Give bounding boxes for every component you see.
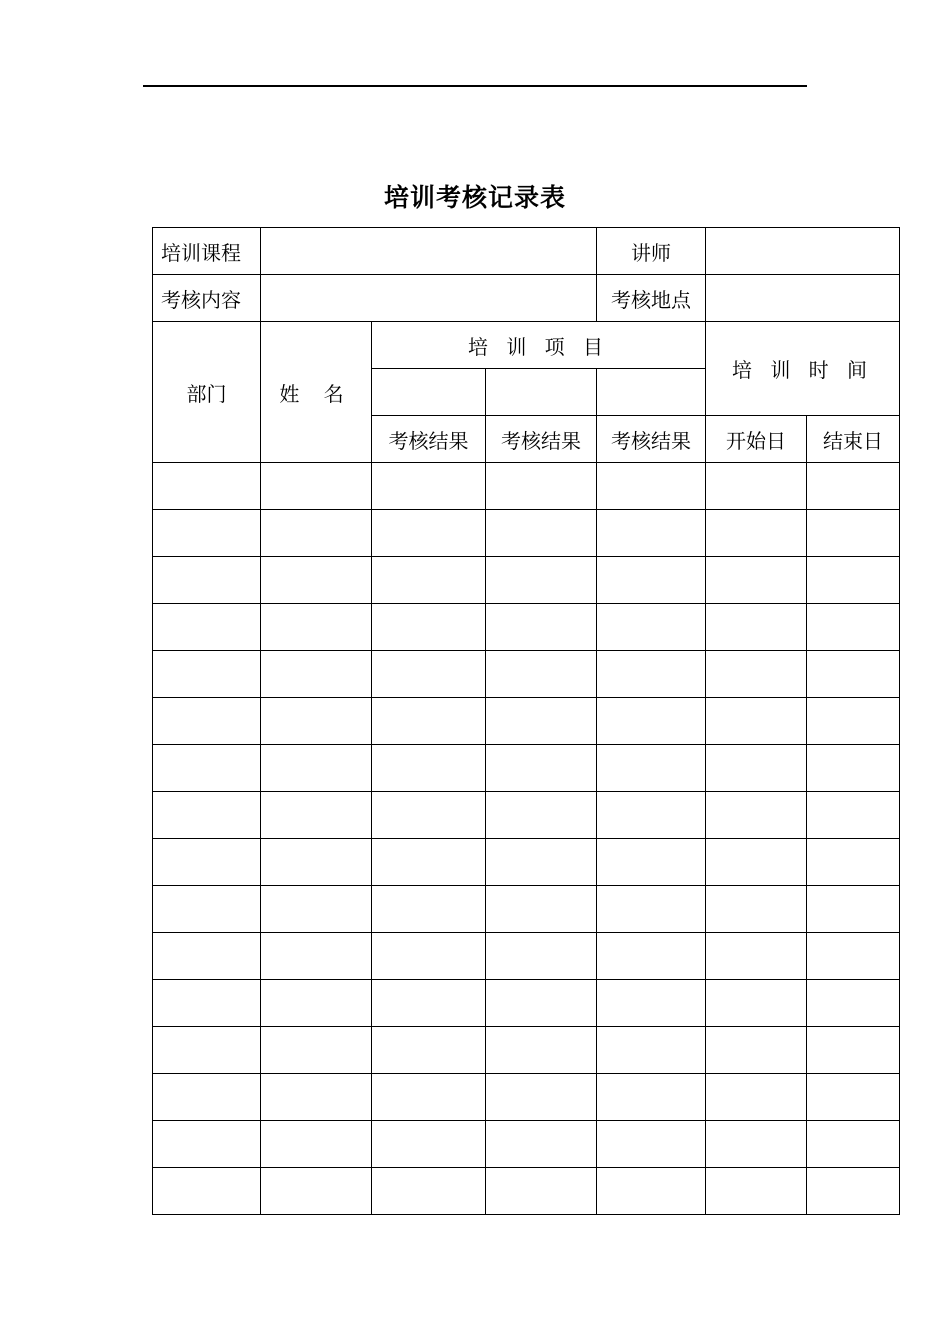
result-2-cell[interactable] [486, 1121, 597, 1168]
start-date-cell[interactable] [706, 839, 807, 886]
end-date-cell[interactable] [807, 463, 900, 510]
name-cell[interactable] [261, 1027, 372, 1074]
result-2-cell[interactable] [486, 886, 597, 933]
name-cell[interactable] [261, 792, 372, 839]
start-date-header: 开始日 [706, 416, 807, 463]
end-date-cell[interactable] [807, 1074, 900, 1121]
end-date-cell[interactable] [807, 980, 900, 1027]
table-row [153, 463, 900, 510]
header-rule [143, 85, 807, 87]
department-cell[interactable] [153, 886, 261, 933]
department-cell[interactable] [153, 1168, 261, 1215]
start-date-cell[interactable] [706, 463, 807, 510]
result-1-cell[interactable] [372, 1121, 486, 1168]
training-record-table [152, 227, 900, 1215]
result-3-cell[interactable] [597, 1074, 706, 1121]
instructor-label: 讲师 [597, 228, 706, 275]
department-cell[interactable] [153, 839, 261, 886]
result-1-cell[interactable] [372, 745, 486, 792]
name-cell[interactable] [261, 651, 372, 698]
department-cell[interactable] [153, 1074, 261, 1121]
training-item-2-field[interactable] [486, 369, 597, 416]
result-3-cell[interactable] [597, 651, 706, 698]
table-row [153, 980, 900, 1027]
course-field[interactable] [261, 228, 597, 275]
result-2-cell[interactable] [486, 980, 597, 1027]
end-date-cell[interactable] [807, 698, 900, 745]
name-cell[interactable] [261, 557, 372, 604]
result-1-header: 考核结果 [372, 416, 486, 463]
training-time-header: 培 训 时 间 [706, 322, 900, 416]
table-row [153, 1168, 900, 1215]
result-2-cell[interactable] [486, 792, 597, 839]
name-cell[interactable] [261, 745, 372, 792]
table-row [153, 1074, 900, 1121]
end-date-header: 结束日 [807, 416, 900, 463]
name-cell[interactable] [261, 839, 372, 886]
department-cell[interactable] [153, 604, 261, 651]
table-row [153, 745, 900, 792]
department-cell[interactable] [153, 1121, 261, 1168]
result-3-cell[interactable] [597, 604, 706, 651]
result-3-header: 考核结果 [597, 416, 706, 463]
end-date-cell[interactable] [807, 745, 900, 792]
location-label: 考核地点 [597, 275, 706, 322]
result-2-cell[interactable] [486, 557, 597, 604]
result-3-cell[interactable] [597, 1121, 706, 1168]
training-item-1-field[interactable] [372, 369, 486, 416]
end-date-cell[interactable] [807, 604, 900, 651]
end-date-cell[interactable] [807, 557, 900, 604]
result-2-cell[interactable] [486, 1027, 597, 1074]
end-date-cell[interactable] [807, 839, 900, 886]
name-cell[interactable] [261, 886, 372, 933]
start-date-cell[interactable] [706, 1168, 807, 1215]
department-cell[interactable] [153, 651, 261, 698]
location-field[interactable] [706, 275, 900, 322]
table-row [153, 792, 900, 839]
result-3-cell[interactable] [597, 886, 706, 933]
department-cell[interactable] [153, 510, 261, 557]
department-cell[interactable] [153, 933, 261, 980]
table-row [153, 1027, 900, 1074]
start-date-cell[interactable] [706, 698, 807, 745]
content-field[interactable] [261, 275, 597, 322]
start-date-cell[interactable] [706, 604, 807, 651]
table-row [153, 933, 900, 980]
result-3-cell[interactable] [597, 980, 706, 1027]
result-2-cell[interactable] [486, 839, 597, 886]
department-cell[interactable] [153, 792, 261, 839]
table-row [153, 557, 900, 604]
result-1-cell[interactable] [372, 839, 486, 886]
result-3-cell[interactable] [597, 463, 706, 510]
result-2-header: 考核结果 [486, 416, 597, 463]
department-cell[interactable] [153, 1027, 261, 1074]
start-date-cell[interactable] [706, 1027, 807, 1074]
info-row-content [153, 275, 900, 322]
result-1-cell[interactable] [372, 1168, 486, 1215]
table-row [153, 886, 900, 933]
document-title: 培训考核记录表 [383, 183, 566, 212]
start-date-cell[interactable] [706, 980, 807, 1027]
info-row-course [153, 228, 900, 275]
start-date-cell[interactable] [706, 933, 807, 980]
result-3-cell[interactable] [597, 1027, 706, 1074]
result-2-cell[interactable] [486, 651, 597, 698]
result-3-cell[interactable] [597, 745, 706, 792]
training-item-3-field[interactable] [597, 369, 706, 416]
table-row [153, 510, 900, 557]
result-2-cell[interactable] [486, 1168, 597, 1215]
start-date-cell[interactable] [706, 745, 807, 792]
result-1-cell[interactable] [372, 980, 486, 1027]
result-3-cell[interactable] [597, 839, 706, 886]
result-2-cell[interactable] [486, 604, 597, 651]
instructor-field[interactable] [706, 228, 900, 275]
name-cell[interactable] [261, 1121, 372, 1168]
name-cell[interactable] [261, 933, 372, 980]
training-items-header: 培 训 项 目 [372, 322, 706, 369]
start-date-cell[interactable] [706, 557, 807, 604]
start-date-cell[interactable] [706, 886, 807, 933]
result-1-cell[interactable] [372, 886, 486, 933]
end-date-cell[interactable] [807, 651, 900, 698]
result-2-cell[interactable] [486, 510, 597, 557]
name-cell[interactable] [261, 1168, 372, 1215]
end-date-cell[interactable] [807, 1168, 900, 1215]
name-cell[interactable] [261, 463, 372, 510]
header-row-1 [153, 322, 900, 369]
end-date-cell[interactable] [807, 510, 900, 557]
result-1-cell[interactable] [372, 557, 486, 604]
table-row [153, 839, 900, 886]
result-1-cell[interactable] [372, 698, 486, 745]
end-date-cell[interactable] [807, 1121, 900, 1168]
table-row [153, 604, 900, 651]
name-cell[interactable] [261, 510, 372, 557]
result-3-cell[interactable] [597, 557, 706, 604]
result-2-cell[interactable] [486, 698, 597, 745]
start-date-cell[interactable] [706, 1121, 807, 1168]
result-1-cell[interactable] [372, 604, 486, 651]
result-1-cell[interactable] [372, 1074, 486, 1121]
start-date-cell[interactable] [706, 792, 807, 839]
name-cell[interactable] [261, 1074, 372, 1121]
department-cell[interactable] [153, 980, 261, 1027]
result-1-cell[interactable] [372, 651, 486, 698]
result-2-cell[interactable] [486, 463, 597, 510]
name-cell[interactable] [261, 980, 372, 1027]
name-cell[interactable] [261, 698, 372, 745]
table-row [153, 698, 900, 745]
result-2-cell[interactable] [486, 1074, 597, 1121]
course-label: 培训课程 [153, 228, 261, 275]
start-date-cell[interactable] [706, 510, 807, 557]
end-date-cell[interactable] [807, 792, 900, 839]
result-3-cell[interactable] [597, 792, 706, 839]
table-row [153, 651, 900, 698]
name-header: 姓 名 [261, 322, 372, 463]
result-1-cell[interactable] [372, 792, 486, 839]
name-cell[interactable] [261, 604, 372, 651]
result-3-cell[interactable] [597, 698, 706, 745]
table-row [153, 1121, 900, 1168]
department-cell[interactable] [153, 698, 261, 745]
result-3-cell[interactable] [597, 1168, 706, 1215]
result-1-cell[interactable] [372, 933, 486, 980]
result-2-cell[interactable] [486, 933, 597, 980]
department-cell[interactable] [153, 463, 261, 510]
result-3-cell[interactable] [597, 510, 706, 557]
result-2-cell[interactable] [486, 745, 597, 792]
result-3-cell[interactable] [597, 933, 706, 980]
end-date-cell[interactable] [807, 886, 900, 933]
result-1-cell[interactable] [372, 1027, 486, 1074]
end-date-cell[interactable] [807, 1027, 900, 1074]
start-date-cell[interactable] [706, 651, 807, 698]
result-1-cell[interactable] [372, 510, 486, 557]
department-cell[interactable] [153, 745, 261, 792]
start-date-cell[interactable] [706, 1074, 807, 1121]
department-header: 部门 [153, 322, 261, 463]
department-cell[interactable] [153, 557, 261, 604]
end-date-cell[interactable] [807, 933, 900, 980]
content-label: 考核内容 [153, 275, 261, 322]
result-1-cell[interactable] [372, 463, 486, 510]
